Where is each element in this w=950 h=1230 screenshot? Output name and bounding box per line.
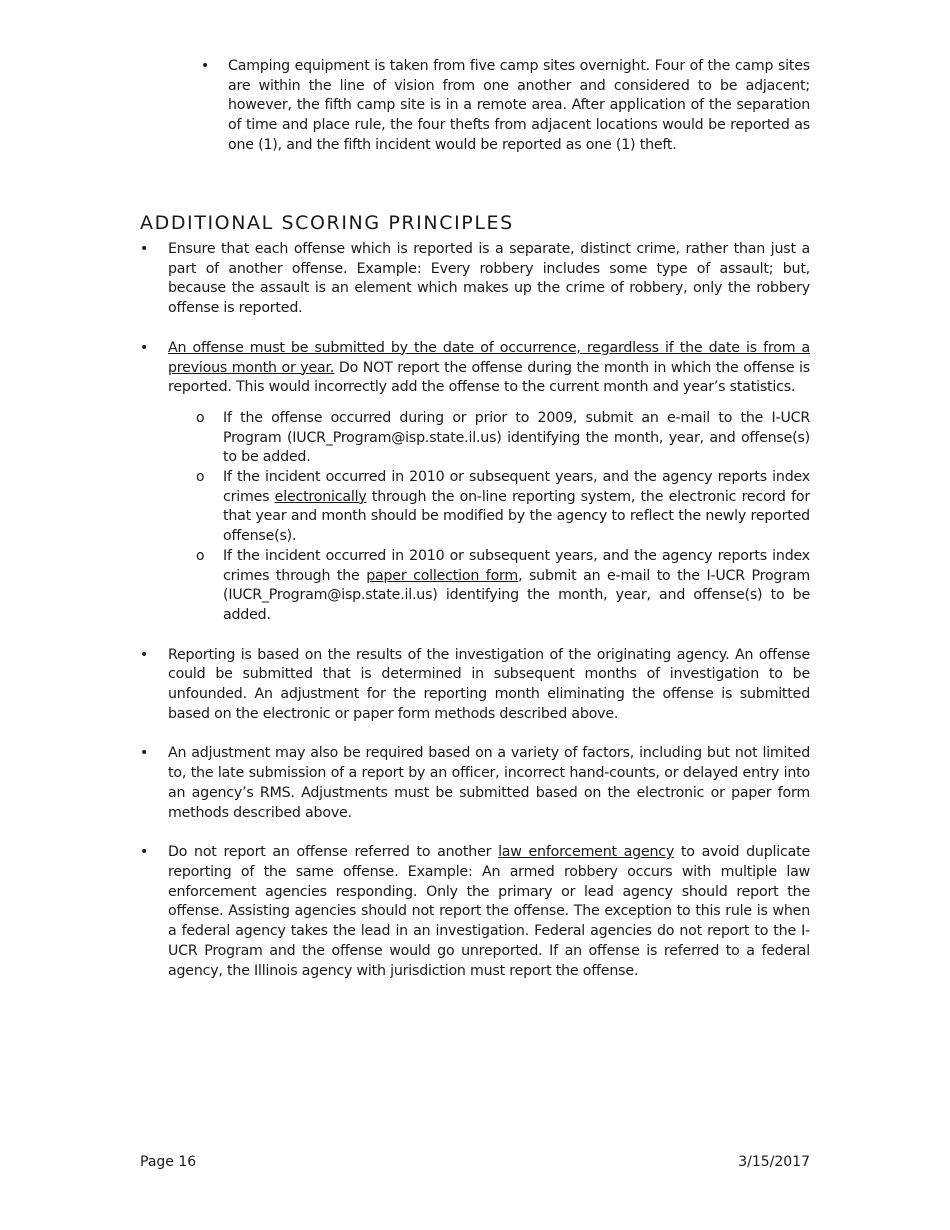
sub-bullet-marker: o (196, 547, 205, 564)
bullet-marker: • (140, 646, 149, 663)
sub-item-text: If the incident occurred in 2010 or subsequent years, and the agency reports index crimes electronically through the on-line reporting system, the electronic record for that year and month should be modified by the agency to reflect the newly reported offense(s). (223, 469, 810, 545)
camping-example-text: Camping equipment is taken from five camp sites overnight. Four of the camp sites are within the line of vision from one another and considered to be adjacent; however, the fifth camp site is in a remote area. After application of the separation of time and place rule, the four thefts from adjacent locations would be reported as one (1), and the fifth incident would be reported as one (1) theft. (228, 58, 810, 153)
footer-date: 3/15/2017 (738, 1154, 810, 1170)
sub-list (196, 409, 810, 626)
sub-bullet-marker: o (196, 409, 205, 426)
list-item (140, 843, 810, 981)
sub-list-item (196, 547, 810, 626)
list-item-text: An adjustment may also be required based on a variety of factors, including but not limited to, the late submission of a report by an officer, incorrect hand-counts, or delayed entry into an agency’s RMS. Adjustments must be submitted based on the electronic or paper form methods described above. (168, 745, 810, 821)
bullet-marker: • (201, 58, 210, 74)
sub-item-text: If the offense occurred during or prior to 2009, submit an e-mail to the I-UCR Program (IUCR_Program@isp.state.il.us) identifying the month, year, and offense(s) to be added. (223, 409, 810, 466)
list-item (140, 744, 810, 823)
rule-detail: Do NOT report the offense during the month in which the offense is reported. This would incorrectly add the offense to the current month and year’s statistics. (168, 359, 810, 396)
sub-list-item (196, 468, 810, 547)
bullet-marker: • (140, 241, 149, 257)
list-item (140, 339, 810, 626)
sub-bullet-marker: o (196, 469, 205, 486)
list-item-text: Do not report an offense referred to another law enforcement agency to avoid duplicate reporting of the same offense. Example: An armed robbery occurs with multiple law enforcement agencies responding. Only the primary or lead agency should report the offense. Assisting agencies should not report the offense. The exception to this rule is when a federal agency takes the lead in an investigation. Federal agencies do not report to the I-UCR Program and the offense would go unreported. If an offense is referred to a federal agency, the Illinois agency with jurisdiction must report the offense. (168, 844, 810, 979)
list-item-text (168, 339, 810, 398)
bullet-marker: • (140, 745, 149, 762)
bullet-marker: • (140, 844, 149, 861)
list-item (140, 646, 810, 725)
list-item (140, 240, 810, 319)
underlined-term: paper collection form (366, 567, 519, 584)
underlined-term: electronically (274, 488, 367, 505)
sub-item-text: If the incident occurred in 2010 or subsequent years, and the agency reports index crimes through the paper collection form, submit an e-mail to the I-UCR Program (IUCR_Program@isp.state.il.us) identifying the month, year, and offense(s) to be added. (223, 547, 810, 623)
page-number: Page 16 (140, 1154, 197, 1170)
bullet-marker: • (140, 339, 149, 356)
underlined-term: law enforcement agency (498, 844, 675, 861)
scoring-principles-list (140, 240, 810, 981)
underlined-rule: An offense must be submitted by the date of occurrence, regardless if the date is from a previous month or year. (168, 339, 810, 376)
list-item-text: Ensure that each offense which is reported is a separate, distinct crime, rather than just a part of another offense. Example: Every robbery includes some type of assault; but, because the assault is an element which makes up the crime of robbery, only the robbery offense is reported. (168, 241, 810, 317)
sub-list-item (196, 409, 810, 468)
section-heading: ADDITIONAL SCORING PRINCIPLES (140, 211, 514, 234)
list-item-text: Reporting is based on the results of the investigation of the originating agency. An offense could be submitted that is determined in subsequent months of investigation to be unfounded. An adjustment for the reporting month eliminating the offense is submitted based on the electronic or paper form methods described above. (168, 646, 810, 722)
